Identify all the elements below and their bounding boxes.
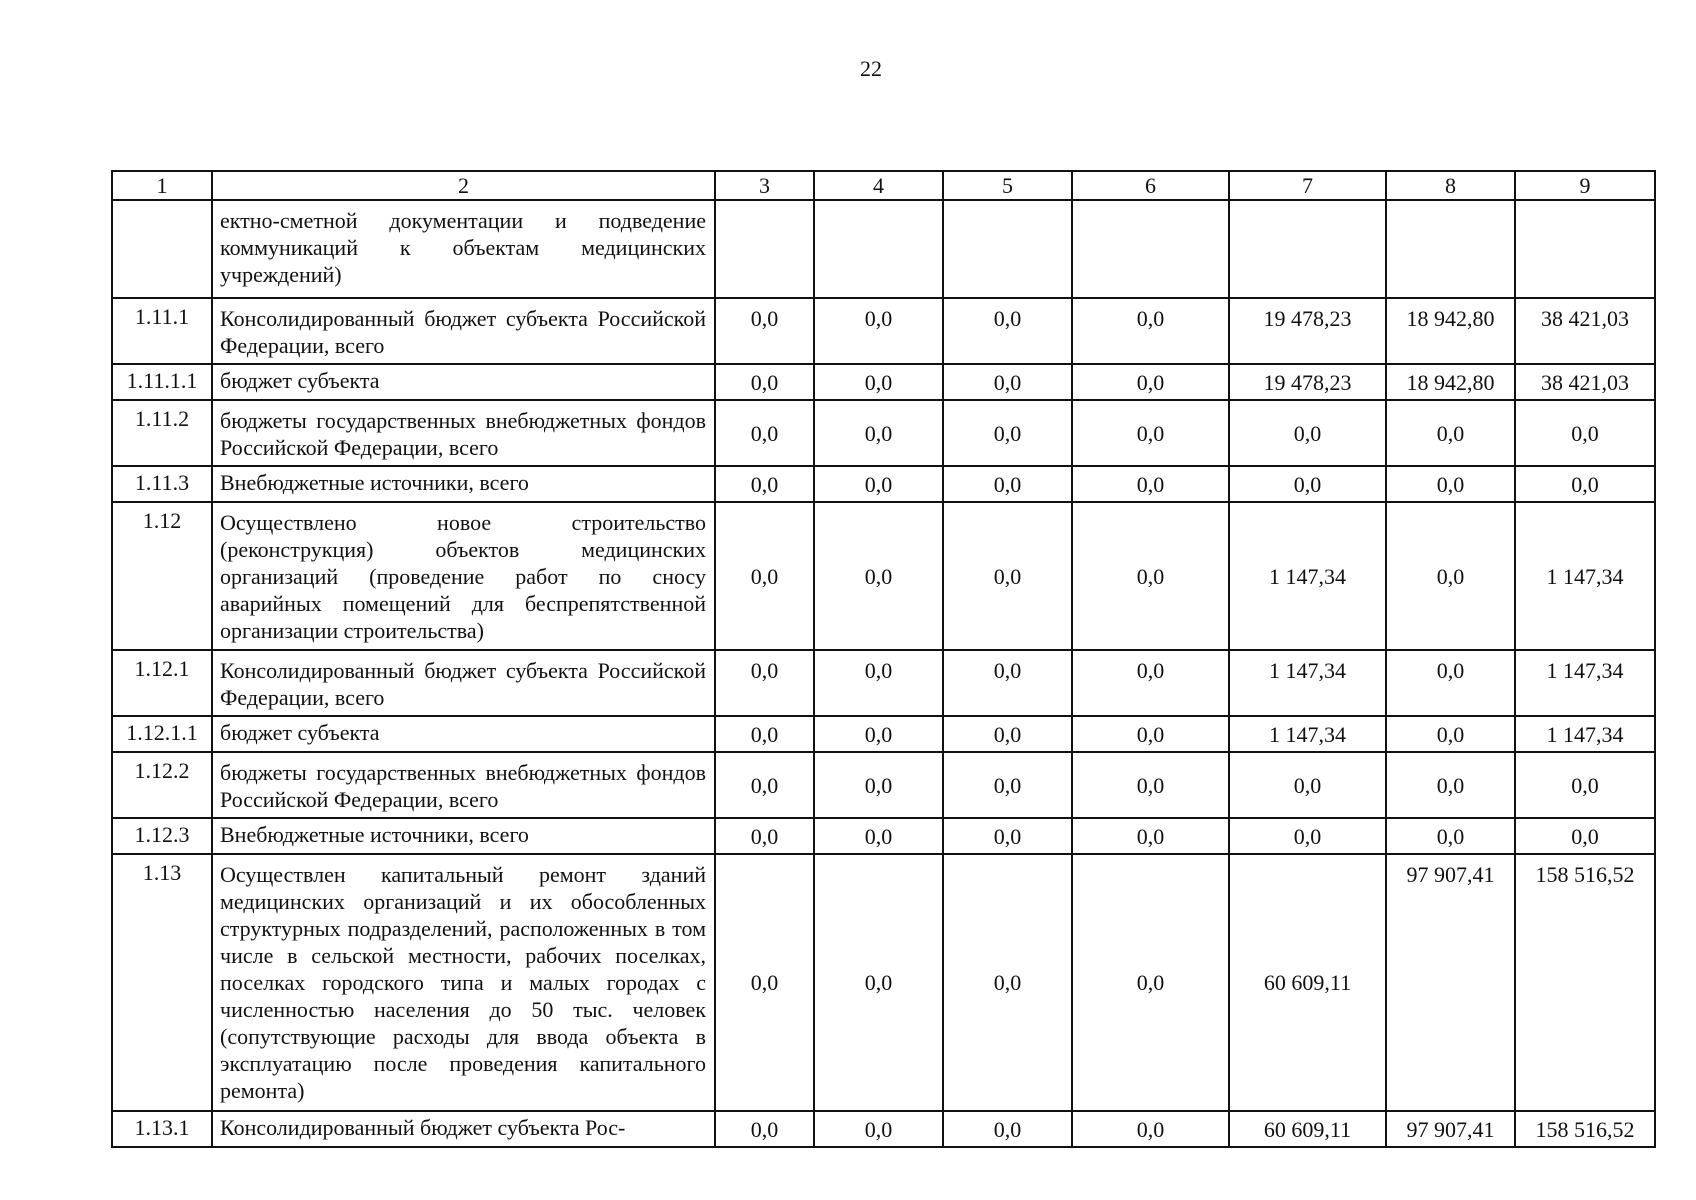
value-cell: 0,0 <box>715 1111 814 1147</box>
row-code: 1.11.1 <box>112 298 212 364</box>
value-cell: 0,0 <box>1072 716 1229 752</box>
header-cell: 3 <box>715 171 814 200</box>
table-row <box>112 854 1655 1111</box>
value-cell: 0,0 <box>1515 752 1655 818</box>
value-cell <box>1386 200 1515 298</box>
value-cell: 0,0 <box>715 854 814 1111</box>
value-cell <box>1229 200 1386 298</box>
table-row <box>112 650 1655 716</box>
value-cell: 0,0 <box>1072 466 1229 502</box>
row-name: Осуществлено новое строительство (реконструкция) объектов медицинских организаций (проведение работ по сносу аварийных помещений для беспрепятственной организации строительства) <box>212 502 715 650</box>
value-cell: 0,0 <box>943 818 1072 854</box>
row-name: бюджеты государственных внебюджетных фондов Российской Федерации, всего <box>212 752 715 818</box>
value-cell: 0,0 <box>1515 818 1655 854</box>
value-cell <box>814 200 943 298</box>
header-row <box>112 171 1655 200</box>
value-cell: 158 516,52 <box>1515 854 1655 1111</box>
value-cell <box>1072 200 1229 298</box>
value-cell: 0,0 <box>1072 1111 1229 1147</box>
table-row <box>112 298 1655 364</box>
row-code: 1.11.3 <box>112 466 212 502</box>
value-cell: 1 147,34 <box>1515 650 1655 716</box>
value-cell: 38 421,03 <box>1515 298 1655 364</box>
header-cell: 2 <box>212 171 715 200</box>
table-row <box>112 752 1655 818</box>
budget-table <box>111 170 1656 1148</box>
row-name: Внебюджетные источники, всего <box>212 818 715 854</box>
value-cell: 18 942,80 <box>1386 364 1515 400</box>
value-cell: 0,0 <box>943 364 1072 400</box>
value-cell: 0,0 <box>814 1111 943 1147</box>
value-cell: 19 478,23 <box>1229 364 1386 400</box>
value-cell: 0,0 <box>1072 752 1229 818</box>
value-cell: 0,0 <box>1386 502 1515 650</box>
value-cell: 1 147,34 <box>1229 650 1386 716</box>
table-row <box>112 466 1655 502</box>
page-number: 22 <box>860 56 882 81</box>
value-cell <box>715 200 814 298</box>
value-cell: 0,0 <box>715 818 814 854</box>
value-cell: 0,0 <box>814 502 943 650</box>
value-cell: 60 609,11 <box>1229 1111 1386 1147</box>
header-cell: 5 <box>943 171 1072 200</box>
table-row <box>112 716 1655 752</box>
value-cell: 0,0 <box>715 400 814 466</box>
value-cell: 0,0 <box>943 502 1072 650</box>
row-name: бюджеты государственных внебюджетных фондов Российской Федерации, всего <box>212 400 715 466</box>
value-cell: 0,0 <box>1386 716 1515 752</box>
table-row <box>112 502 1655 650</box>
header-cell: 8 <box>1386 171 1515 200</box>
value-cell: 0,0 <box>814 752 943 818</box>
row-name: Осуществлен капитальный ремонт зданий медицинских организаций и их обособленных структурных подразделений, расположенных в том числе в сельской местности, рабочих поселках, поселках городского типа и малых городах с численностью населения до 50 тыс. человек (сопутствующие расходы для ввода объекта в эксплуатацию после проведения капитального ремонта) <box>212 854 715 1111</box>
value-cell: 0,0 <box>1072 854 1229 1111</box>
row-code: 1.11.2 <box>112 400 212 466</box>
row-code: 1.13.1 <box>112 1111 212 1147</box>
value-cell: 0,0 <box>1072 364 1229 400</box>
value-cell <box>943 200 1072 298</box>
value-cell: 0,0 <box>943 716 1072 752</box>
row-name: бюджет субъекта <box>212 364 715 400</box>
value-cell: 0,0 <box>1386 752 1515 818</box>
row-code: 1.12.1 <box>112 650 212 716</box>
value-cell: 0,0 <box>814 650 943 716</box>
row-code: 1.12.1.1 <box>112 716 212 752</box>
value-cell: 19 478,23 <box>1229 298 1386 364</box>
value-cell: 158 516,52 <box>1515 1111 1655 1147</box>
header-cell: 1 <box>112 171 212 200</box>
value-cell: 0,0 <box>943 298 1072 364</box>
value-cell: 0,0 <box>1386 466 1515 502</box>
value-cell: 1 147,34 <box>1229 502 1386 650</box>
value-cell: 0,0 <box>943 400 1072 466</box>
value-cell: 0,0 <box>715 298 814 364</box>
value-cell: 0,0 <box>1515 466 1655 502</box>
value-cell: 0,0 <box>943 752 1072 818</box>
value-cell: 1 147,34 <box>1515 716 1655 752</box>
value-cell: 60 609,11 <box>1229 854 1386 1111</box>
table-body <box>112 200 1655 1147</box>
value-cell: 0,0 <box>814 400 943 466</box>
value-cell: 0,0 <box>715 502 814 650</box>
value-cell <box>1515 200 1655 298</box>
value-cell: 0,0 <box>1229 400 1386 466</box>
row-name: Внебюджетные источники, всего <box>212 466 715 502</box>
value-cell: 0,0 <box>715 650 814 716</box>
value-cell: 0,0 <box>715 752 814 818</box>
table-row <box>112 200 1655 298</box>
value-cell: 0,0 <box>1072 502 1229 650</box>
table-row <box>112 818 1655 854</box>
table-header <box>112 171 1655 200</box>
row-code: 1.11.1.1 <box>112 364 212 400</box>
value-cell: 0,0 <box>1386 650 1515 716</box>
value-cell: 0,0 <box>1229 818 1386 854</box>
value-cell: 0,0 <box>1515 400 1655 466</box>
header-cell: 9 <box>1515 171 1655 200</box>
header-cell: 6 <box>1072 171 1229 200</box>
row-name: Консолидированный бюджет субъекта Рос- <box>212 1111 715 1147</box>
header-cell: 7 <box>1229 171 1386 200</box>
row-code: 1.12.3 <box>112 818 212 854</box>
row-name: бюджет субъекта <box>212 716 715 752</box>
table-row <box>112 400 1655 466</box>
value-cell: 0,0 <box>943 650 1072 716</box>
value-cell: 0,0 <box>814 466 943 502</box>
value-cell: 1 147,34 <box>1229 716 1386 752</box>
value-cell: 0,0 <box>715 466 814 502</box>
value-cell: 0,0 <box>814 364 943 400</box>
value-cell: 38 421,03 <box>1515 364 1655 400</box>
row-code <box>112 200 212 298</box>
value-cell: 0,0 <box>1229 752 1386 818</box>
row-code: 1.13 <box>112 854 212 1111</box>
value-cell: 0,0 <box>814 716 943 752</box>
value-cell: 97 907,41 <box>1386 854 1515 1111</box>
value-cell: 0,0 <box>1072 298 1229 364</box>
value-cell: 0,0 <box>943 854 1072 1111</box>
value-cell: 0,0 <box>1072 400 1229 466</box>
value-cell: 0,0 <box>1072 650 1229 716</box>
value-cell: 97 907,41 <box>1386 1111 1515 1147</box>
value-cell: 0,0 <box>715 364 814 400</box>
row-code: 1.12.2 <box>112 752 212 818</box>
value-cell: 0,0 <box>943 1111 1072 1147</box>
table-row <box>112 1111 1655 1147</box>
value-cell: 0,0 <box>814 298 943 364</box>
row-name: ектно-сметной документации и подведение коммуникаций к объектам медицинских учреждений) <box>212 200 715 298</box>
value-cell: 18 942,80 <box>1386 298 1515 364</box>
value-cell: 0,0 <box>814 854 943 1111</box>
value-cell: 0,0 <box>715 716 814 752</box>
row-name: Консолидированный бюджет субъекта Российской Федерации, всего <box>212 650 715 716</box>
row-name: Консолидированный бюджет субъекта Российской Федерации, всего <box>212 298 715 364</box>
value-cell: 0,0 <box>943 466 1072 502</box>
value-cell: 0,0 <box>1386 400 1515 466</box>
value-cell: 0,0 <box>814 818 943 854</box>
row-code: 1.12 <box>112 502 212 650</box>
table-row <box>112 364 1655 400</box>
value-cell: 0,0 <box>1229 466 1386 502</box>
value-cell: 0,0 <box>1386 818 1515 854</box>
value-cell: 1 147,34 <box>1515 502 1655 650</box>
header-cell: 4 <box>814 171 943 200</box>
value-cell: 0,0 <box>1072 818 1229 854</box>
